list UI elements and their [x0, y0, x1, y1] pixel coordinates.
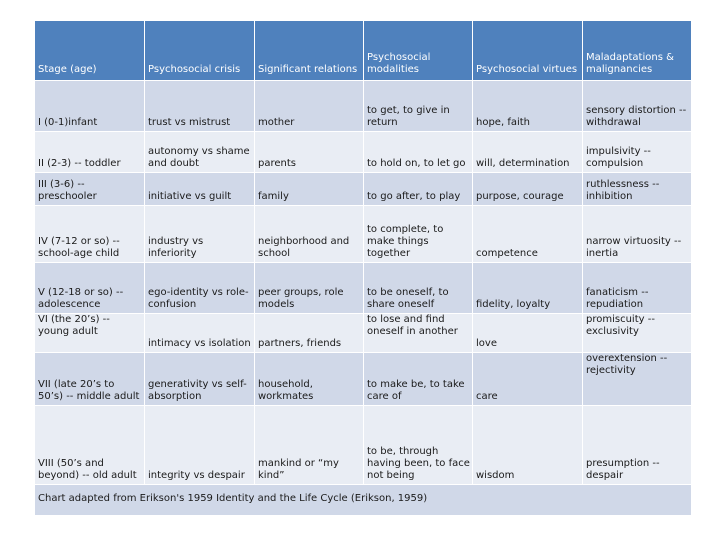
- crisis-cell: autonomy vs shame and doubt: [145, 132, 254, 172]
- header-row: [35, 21, 691, 80]
- relations-cell: mankind or “my kind”: [255, 406, 363, 484]
- crisis-cell: initiative vs guilt: [145, 173, 254, 205]
- stage-cell: V (12-18 or so) -- adolescence: [35, 263, 144, 313]
- crisis-cell: industry vs inferiority: [145, 206, 254, 262]
- table-row: [35, 81, 691, 131]
- header-modalities: Psychosocial modalities: [364, 21, 472, 80]
- modalities-cell: to make be, to take care of: [364, 353, 472, 405]
- virtues-cell: fidelity, loyalty: [473, 263, 582, 313]
- stage-cell: IV (7-12 or so) -- school-age child: [35, 206, 144, 262]
- virtues-cell: purpose, courage: [473, 173, 582, 205]
- maladaptation-cell: ruthlessness -- inhibition: [583, 173, 691, 205]
- table-row: [35, 263, 691, 313]
- modalities-cell: to hold on, to let go: [364, 132, 472, 172]
- crisis-cell: trust vs mistrust: [145, 81, 254, 131]
- modalities-cell: to be oneself, to share oneself: [364, 263, 472, 313]
- virtues-cell: will, determination: [473, 132, 582, 172]
- stage-cell: I (0-1)infant: [35, 81, 144, 131]
- virtues-cell: love: [473, 314, 582, 352]
- relations-cell: neighborhood and school: [255, 206, 363, 262]
- stage-cell: VI (the 20’s) -- young adult: [35, 314, 144, 352]
- relations-cell: mother: [255, 81, 363, 131]
- header-stage: Stage (age): [35, 21, 144, 80]
- modalities-cell: to complete, to make things together: [364, 206, 472, 262]
- modalities-cell: to lose and find oneself in another: [364, 314, 472, 352]
- erikson-stages-table: [34, 20, 692, 516]
- modalities-cell: to go after, to play: [364, 173, 472, 205]
- virtues-cell: competence: [473, 206, 582, 262]
- relations-cell: peer groups, role models: [255, 263, 363, 313]
- table-row: [35, 173, 691, 205]
- crisis-cell: integrity vs despair: [145, 406, 254, 484]
- virtues-cell: care: [473, 353, 582, 405]
- relations-cell: partners, friends: [255, 314, 363, 352]
- crisis-cell: generativity vs self-absorption: [145, 353, 254, 405]
- source-note: Chart adapted from Erikson's 1959 Identity and the Life Cycle (Erikson, 1959): [35, 485, 691, 515]
- header-crisis: Psychosocial crisis: [145, 21, 254, 80]
- stage-cell: II (2-3) -- toddler: [35, 132, 144, 172]
- table-row: [35, 353, 691, 405]
- maladaptation-cell: promiscuity -- exclusivity: [583, 314, 691, 352]
- header-relations: Significant relations: [255, 21, 363, 80]
- table-row: [35, 314, 691, 352]
- maladaptation-cell: presumption -- despair: [583, 406, 691, 484]
- modalities-cell: to be, through having been, to face not being: [364, 406, 472, 484]
- table-row: [35, 406, 691, 484]
- modalities-cell: to get, to give in return: [364, 81, 472, 131]
- crisis-cell: ego-identity vs role-confusion: [145, 263, 254, 313]
- footer-row: [35, 485, 691, 515]
- header-virtues: Psychosocial virtues: [473, 21, 582, 80]
- maladaptation-cell: impulsivity -- compulsion: [583, 132, 691, 172]
- table-row: [35, 206, 691, 262]
- stage-cell: VIII (50’s and beyond) -- old adult: [35, 406, 144, 484]
- relations-cell: household, workmates: [255, 353, 363, 405]
- stage-cell: III (3-6) -- preschooler: [35, 173, 144, 205]
- virtues-cell: wisdom: [473, 406, 582, 484]
- relations-cell: parents: [255, 132, 363, 172]
- maladaptation-cell: sensory distortion -- withdrawal: [583, 81, 691, 131]
- crisis-cell: intimacy vs isolation: [145, 314, 254, 352]
- relations-cell: family: [255, 173, 363, 205]
- maladaptation-cell: overextension -- rejectivity: [583, 353, 691, 405]
- maladaptation-cell: fanaticism -- repudiation: [583, 263, 691, 313]
- table-row: [35, 132, 691, 172]
- virtues-cell: hope, faith: [473, 81, 582, 131]
- header-maladaptations: Maladaptations & malignancies: [583, 21, 691, 80]
- stage-cell: VII (late 20’s to 50’s) -- middle adult: [35, 353, 144, 405]
- maladaptation-cell: narrow virtuosity -- inertia: [583, 206, 691, 262]
